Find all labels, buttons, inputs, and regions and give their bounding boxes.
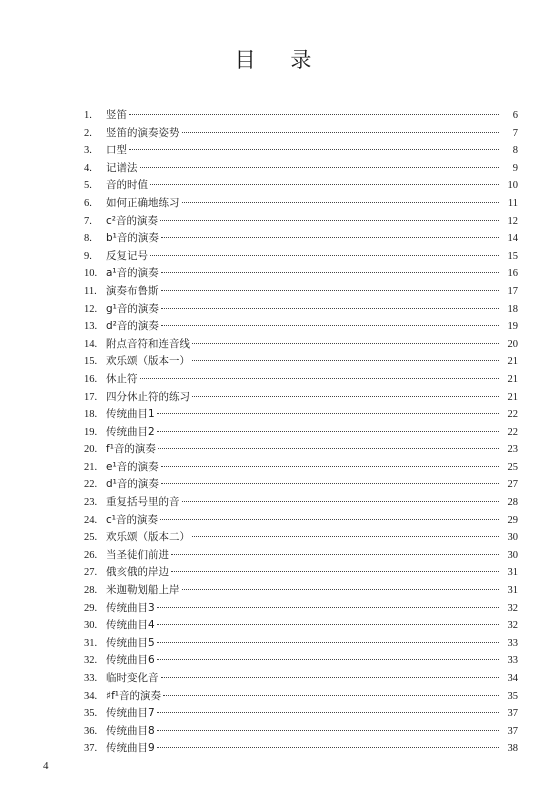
toc-entry [84, 529, 518, 547]
toc-leader-dots [192, 396, 499, 397]
toc-entry-page: 23 [507, 444, 518, 456]
toc-entry-title: 反复记号 [106, 249, 148, 262]
toc-entry-title: ♯f¹音的演奏 [106, 689, 161, 702]
toc-entry-number: 35. [84, 708, 98, 720]
toc-leader-dots [161, 483, 499, 484]
toc-entry-number: 6. [84, 197, 92, 209]
toc-leader-dots [150, 255, 499, 256]
toc-leader-dots [161, 290, 500, 291]
toc-entry-page: 37 [507, 708, 518, 720]
toc-leader-dots [157, 659, 499, 660]
toc-entry-title: 重复括号里的音 [106, 496, 180, 509]
toc-entry-title: 传统曲目6 [106, 654, 155, 667]
toc-entry-page: 38 [507, 743, 518, 755]
toc-leader-dots [161, 325, 499, 326]
toc-entry-title: 传统曲目5 [106, 636, 155, 649]
toc-entry-number: 28. [84, 585, 98, 597]
toc-entry-number: 34. [84, 690, 98, 702]
toc-entry [84, 547, 518, 565]
toc-entry-title: 传统曲目9 [106, 742, 155, 755]
toc-entry-page: 30 [507, 532, 518, 544]
toc-leader-dots [161, 237, 499, 238]
toc-leader-dots [161, 466, 499, 467]
toc-leader-dots [192, 360, 499, 361]
toc-entry-title: 记谱法 [106, 161, 138, 174]
toc-entry-title: c²音的演奏 [106, 214, 158, 227]
toc-leader-dots [182, 589, 500, 590]
toc-entry [84, 336, 518, 354]
toc-entry-number: 5. [84, 180, 92, 192]
toc-entry [84, 318, 518, 336]
toc-entry-page: 31 [507, 585, 518, 597]
toc-entry-number: 15. [84, 356, 98, 368]
toc-leader-dots [171, 571, 499, 572]
toc-entry-page: 21 [507, 356, 518, 368]
toc-entry-title: 四分休止符的练习 [106, 390, 190, 403]
toc-entry [84, 424, 518, 442]
table-of-contents [84, 107, 518, 758]
toc-entry-title: d¹音的演奏 [106, 478, 159, 491]
toc-entry-title: g¹音的演奏 [106, 302, 159, 315]
toc-entry-title: f¹音的演奏 [106, 443, 156, 456]
toc-entry-title: 演奏布鲁斯 [106, 284, 159, 297]
toc-entry-page: 33 [507, 637, 518, 649]
toc-leader-dots [182, 202, 500, 203]
toc-entry-number: 10. [84, 268, 98, 280]
toc-entry [84, 723, 518, 741]
toc-entry-page: 25 [507, 461, 518, 473]
toc-leader-dots [129, 114, 499, 115]
toc-entry-title: 传统曲目3 [106, 601, 155, 614]
page-title: 目 录 [234, 48, 326, 72]
toc-entry [84, 160, 518, 178]
toc-entry-number: 11. [84, 285, 97, 297]
toc-entry [84, 283, 518, 301]
toc-leader-dots [157, 431, 499, 432]
toc-entry [84, 441, 518, 459]
toc-entry-title: 竖笛 [106, 109, 127, 121]
toc-entry-title: c¹音的演奏 [106, 513, 158, 526]
toc-leader-dots [161, 677, 500, 678]
toc-entry-title: 俄亥俄的岸边 [106, 566, 169, 579]
toc-leader-dots [161, 308, 499, 309]
toc-entry-page: 17 [507, 285, 518, 297]
toc-entry-number: 1. [84, 110, 92, 121]
toc-entry-page: 7 [512, 127, 518, 139]
toc-leader-dots [158, 448, 499, 449]
toc-entry [84, 635, 518, 653]
toc-entry-page: 20 [507, 338, 518, 350]
toc-entry-title: 传统曲目1 [106, 408, 155, 421]
page-number: 4 [43, 760, 49, 772]
toc-leader-dots [163, 695, 499, 696]
toc-entry [84, 564, 518, 582]
toc-entry [84, 512, 518, 530]
toc-entry-number: 25. [84, 532, 98, 544]
toc-entry [84, 600, 518, 618]
toc-leader-dots [157, 642, 499, 643]
toc-leader-dots [150, 184, 499, 185]
toc-entry-title: 音的时值 [106, 179, 148, 192]
toc-entry-page: 22 [507, 426, 518, 438]
toc-entry-title: 传统曲目8 [106, 724, 155, 737]
toc-entry [84, 652, 518, 670]
toc-entry-title: 传统曲目7 [106, 707, 155, 720]
toc-leader-dots [129, 149, 499, 150]
toc-entry [84, 459, 518, 477]
toc-entry-title: b¹音的演奏 [106, 232, 159, 245]
toc-entry-page: 35 [507, 690, 518, 702]
toc-entry [84, 301, 518, 319]
toc-entry [84, 371, 518, 389]
toc-entry-title: 传统曲目2 [106, 425, 155, 438]
toc-leader-dots [157, 624, 499, 625]
toc-entry [84, 107, 518, 125]
toc-entry [84, 476, 518, 494]
toc-leader-dots [192, 536, 499, 537]
toc-entry-page: 15 [507, 250, 518, 262]
toc-leader-dots [171, 554, 499, 555]
toc-entry-page: 12 [507, 215, 518, 227]
toc-entry [84, 142, 518, 160]
toc-leader-dots [161, 272, 499, 273]
toc-entry-page: 22 [507, 409, 518, 421]
toc-entry [84, 617, 518, 635]
toc-entry-page: 32 [507, 602, 518, 614]
toc-entry-number: 26. [84, 549, 98, 561]
toc-entry-number: 17. [84, 391, 98, 403]
toc-entry-number: 33. [84, 673, 98, 684]
toc-entry [84, 389, 518, 407]
toc-entry-title: 如何正确地练习 [106, 196, 180, 209]
toc-entry-page: 19 [507, 321, 518, 333]
toc-entry-number: 13. [84, 321, 98, 333]
toc-entry-title: a¹音的演奏 [106, 267, 159, 280]
toc-entry-title: 传统曲目4 [106, 619, 155, 632]
toc-entry-page: 10 [507, 180, 518, 192]
toc-entry-number: 20. [84, 444, 98, 456]
toc-entry-number: 18. [84, 409, 98, 421]
toc-entry-number: 23. [84, 497, 98, 509]
toc-entry-page: 33 [507, 655, 518, 667]
toc-entry [84, 740, 518, 758]
toc-leader-dots [157, 730, 499, 731]
toc-entry-page: 9 [512, 162, 518, 174]
toc-leader-dots [157, 747, 499, 748]
toc-entry [84, 177, 518, 195]
toc-entry-title: 临时变化音 [106, 672, 159, 684]
toc-entry-number: 32. [84, 655, 98, 667]
toc-entry-page: 29 [507, 514, 518, 526]
toc-leader-dots [140, 167, 500, 168]
toc-entry-page: 27 [507, 479, 518, 491]
toc-entry-page: 28 [507, 497, 518, 509]
toc-entry-page: 8 [512, 145, 518, 157]
toc-entry-page: 30 [507, 549, 518, 561]
toc-entry-title: e¹音的演奏 [106, 460, 159, 473]
toc-entry [84, 705, 518, 723]
toc-entry [84, 265, 518, 283]
toc-entry-page: 32 [507, 620, 518, 632]
toc-entry-number: 9. [84, 250, 92, 262]
toc-entry [84, 230, 518, 248]
toc-entry-number: 19. [84, 426, 98, 438]
toc-entry-page: 11 [507, 197, 518, 209]
toc-entry-page: 21 [507, 391, 518, 403]
toc-entry-number: 37. [84, 743, 98, 755]
toc-entry-number: 8. [84, 233, 92, 245]
toc-entry-number: 7. [84, 215, 92, 227]
toc-leader-dots [160, 519, 499, 520]
toc-entry-page: 14 [507, 233, 518, 245]
toc-entry-page: 37 [507, 725, 518, 737]
toc-leader-dots [157, 712, 499, 713]
toc-entry-page: 16 [507, 268, 518, 280]
toc-entry-page: 18 [507, 303, 518, 315]
toc-entry [84, 406, 518, 424]
toc-leader-dots [157, 413, 499, 414]
toc-leader-dots [157, 607, 499, 608]
toc-entry-title: 附点音符和连音线 [106, 337, 190, 350]
toc-entry-page: 21 [507, 373, 518, 385]
toc-entry-title: 休止符 [106, 372, 138, 385]
toc-entry-number: 3. [84, 145, 92, 157]
toc-entry [84, 353, 518, 371]
toc-entry-number: 36. [84, 725, 98, 737]
toc-entry-title: d²音的演奏 [106, 320, 159, 333]
toc-entry-number: 16. [84, 373, 98, 385]
toc-entry [84, 213, 518, 231]
toc-entry-title: 口型 [106, 144, 127, 157]
toc-entry-title: 竖笛的演奏姿势 [106, 126, 180, 139]
toc-entry-page: 31 [507, 567, 518, 579]
toc-entry-number: 30. [84, 620, 98, 632]
toc-entry-number: 24. [84, 514, 98, 526]
toc-entry-number: 22. [84, 479, 98, 491]
toc-leader-dots [140, 378, 500, 379]
toc-entry-title: 当圣徒们前进 [106, 548, 169, 561]
toc-entry-number: 21. [84, 461, 98, 473]
toc-entry [84, 494, 518, 512]
toc-entry-number: 12. [84, 303, 98, 315]
toc-entry [84, 125, 518, 143]
toc-leader-dots [182, 132, 500, 133]
toc-entry-number: 29. [84, 602, 98, 614]
toc-entry-number: 14. [84, 338, 98, 350]
toc-entry-page: 34 [507, 673, 518, 684]
toc-entry [84, 670, 518, 688]
toc-entry [84, 248, 518, 266]
toc-entry-number: 2. [84, 127, 92, 139]
toc-entry [84, 195, 518, 213]
toc-entry [84, 582, 518, 600]
toc-entry-title: 欢乐颂（版本一） [106, 355, 190, 368]
toc-leader-dots [182, 501, 500, 502]
toc-leader-dots [160, 220, 499, 221]
toc-entry [84, 688, 518, 706]
toc-entry-number: 31. [84, 637, 98, 649]
toc-leader-dots [192, 343, 499, 344]
toc-entry-number: 4. [84, 162, 92, 174]
toc-entry-page: 6 [512, 110, 518, 121]
toc-entry-title: 米迦勒划船上岸 [106, 584, 180, 597]
toc-entry-number: 27. [84, 567, 98, 579]
toc-entry-title: 欢乐颂（版本二） [106, 531, 190, 544]
